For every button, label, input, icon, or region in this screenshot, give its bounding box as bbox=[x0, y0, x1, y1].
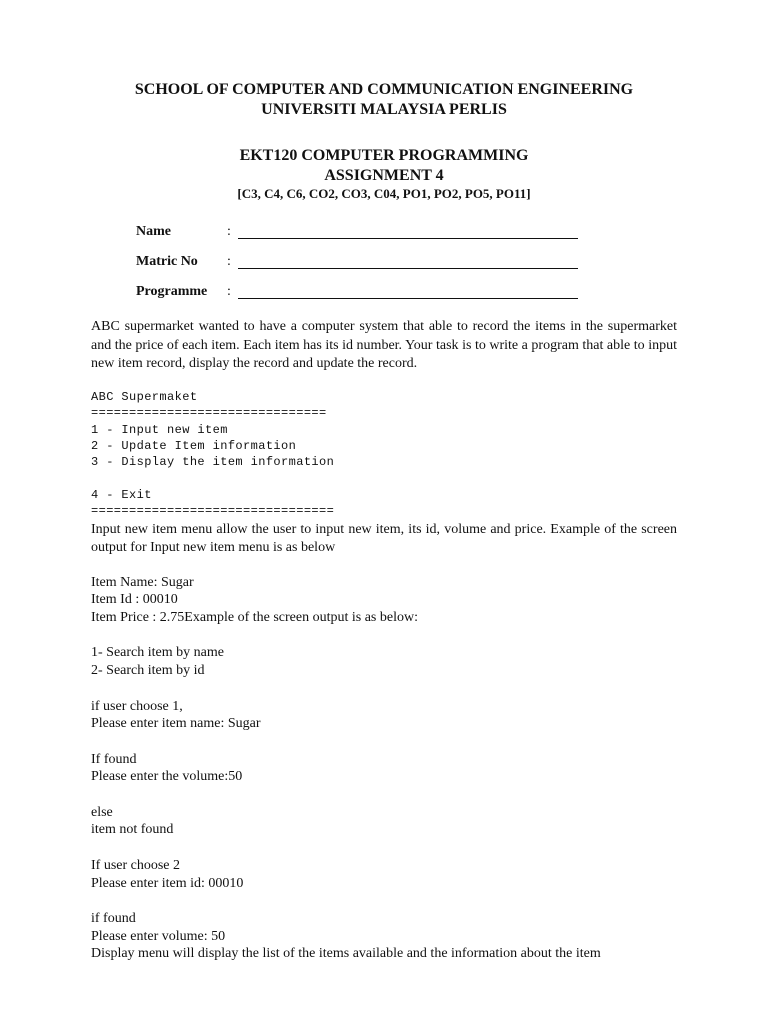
matric-no-field-line[interactable] bbox=[238, 268, 578, 269]
blank-line bbox=[91, 680, 691, 698]
blank-line bbox=[91, 839, 691, 857]
text-line: 1- Search item by name bbox=[91, 645, 224, 661]
programme-field-label: Programme bbox=[136, 284, 208, 299]
input-menu-description: Input new item menu allow the user to input new item, its id, volume and price. Example of the screen output for Input new item menu is as below bbox=[91, 522, 677, 555]
menu-title: ABC Supermaket bbox=[91, 390, 198, 404]
programme-field[interactable] bbox=[136, 284, 596, 304]
menu-spacer bbox=[91, 470, 334, 486]
school-heading: SCHOOL OF COMPUTER AND COMMUNICATION ENGINEERING bbox=[134, 81, 634, 98]
text-line: Item Name: Sugar bbox=[91, 574, 194, 590]
example-output-block bbox=[91, 556, 691, 963]
name-field-line[interactable] bbox=[238, 238, 578, 239]
blank-line bbox=[91, 556, 691, 574]
text-line: else bbox=[91, 804, 113, 820]
menu-item: 2 - Update Item information bbox=[91, 438, 297, 453]
university-heading: UNIVERSITI MALAYSIA PERLIS bbox=[261, 101, 507, 118]
name-field-label: Name bbox=[136, 224, 171, 239]
example-lines bbox=[91, 556, 691, 963]
menu-divider-top: =============================== bbox=[91, 406, 327, 421]
text-line: Please enter item name: Sugar bbox=[91, 716, 261, 732]
menu-item: 1 - Input new item bbox=[91, 422, 228, 437]
outcomes-heading: [C3, C4, C6, CO2, CO3, C04, PO1, PO2, PO5, PO11] bbox=[237, 186, 531, 201]
blank-line bbox=[91, 892, 691, 910]
matric-no-field-label: Matric No bbox=[136, 254, 198, 269]
menu-exit: 4 - Exit bbox=[91, 487, 152, 502]
matric-no-field[interactable] bbox=[136, 254, 596, 274]
text-line: if found bbox=[91, 910, 136, 926]
menu-divider-bottom: ================================ bbox=[91, 504, 335, 519]
text-line: Please enter volume: 50 bbox=[91, 928, 226, 944]
blank-line bbox=[91, 733, 691, 751]
text-line: item not found bbox=[91, 822, 174, 838]
text-line: Display menu will display the list of the items available and the information about the item bbox=[91, 946, 601, 962]
text-line: If user choose 2 bbox=[91, 857, 181, 873]
name-field[interactable] bbox=[136, 224, 596, 244]
blank-line bbox=[91, 786, 691, 804]
intro-paragraph: ABC supermarket wanted to have a computer system that able to record the items in the supermarket and the price of each item. Each item has its id number. Your task is to write a program that able to input new item record, display the record and update the record. bbox=[91, 319, 677, 371]
programme-field-colon: : bbox=[227, 284, 231, 299]
text-line: if user choose 1, bbox=[91, 698, 183, 714]
text-line: Item Id : 00010 bbox=[91, 592, 178, 608]
text-line: 2- Search item by id bbox=[91, 663, 205, 679]
blank-line bbox=[91, 627, 691, 645]
assignment-heading: ASSIGNMENT 4 bbox=[324, 167, 444, 184]
menu-block bbox=[91, 389, 334, 519]
programme-field-line[interactable] bbox=[238, 298, 578, 299]
text-line: If found bbox=[91, 751, 137, 767]
text-line: Item Price : 2.75Example of the screen output is as below: bbox=[91, 610, 418, 626]
course-heading: EKT120 COMPUTER PROGRAMMING bbox=[239, 147, 529, 164]
name-field-colon: : bbox=[227, 224, 231, 239]
text-line: Please enter item id: 00010 bbox=[91, 875, 244, 891]
matric-no-field-colon: : bbox=[227, 254, 231, 269]
menu-item: 3 - Display the item information bbox=[91, 455, 335, 470]
text-line: Please enter the volume:50 bbox=[91, 769, 243, 785]
